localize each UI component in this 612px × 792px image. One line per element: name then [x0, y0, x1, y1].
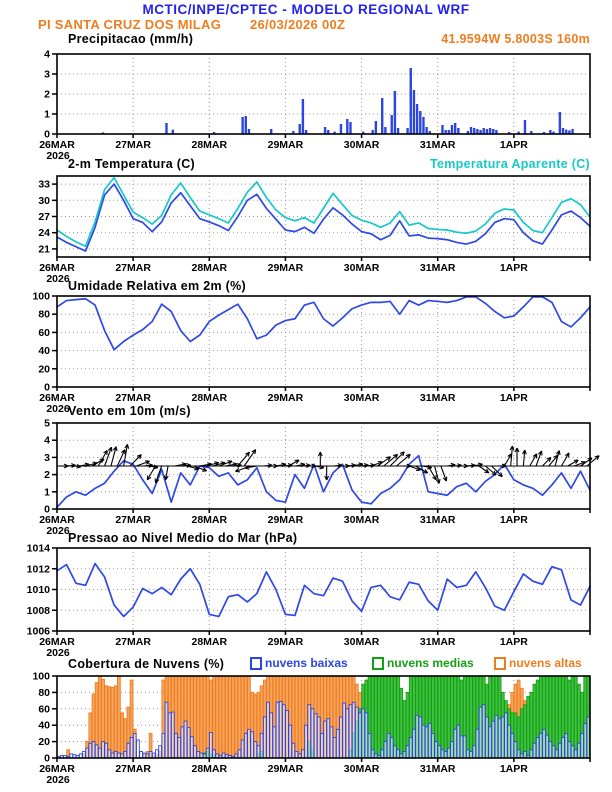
svg-text:28MAR: 28MAR	[191, 392, 228, 404]
svg-text:1010: 1010	[26, 584, 50, 596]
svg-text:28MAR: 28MAR	[191, 514, 228, 526]
svg-text:30MAR: 30MAR	[343, 139, 380, 151]
svg-text:27MAR: 27MAR	[115, 763, 151, 775]
svg-text:2026: 2026	[46, 774, 70, 786]
station-name: PI SANTA CRUZ DOS MILAG	[38, 17, 222, 32]
svg-text:28MAR: 28MAR	[191, 763, 228, 775]
svg-text:5: 5	[44, 417, 50, 430]
svg-text:0: 0	[44, 128, 50, 141]
svg-text:1012: 1012	[26, 563, 50, 576]
svg-text:1APR: 1APR	[499, 392, 528, 404]
svg-text:1014: 1014	[26, 542, 50, 555]
svg-text:4: 4	[44, 434, 50, 447]
svg-text:31MAR: 31MAR	[419, 139, 456, 151]
svg-text:27MAR: 27MAR	[115, 262, 151, 274]
legend-item-mid-clouds	[372, 656, 474, 670]
svg-text:40: 40	[38, 719, 50, 732]
legend-label-low-clouds: nuvens baixas	[265, 656, 348, 670]
svg-text:0: 0	[44, 503, 50, 516]
panel-title-precipitation: Precipitacao (mm/h)	[68, 32, 194, 46]
svg-text:31MAR: 31MAR	[419, 392, 456, 404]
svg-text:27MAR: 27MAR	[115, 636, 151, 648]
svg-text:1APR: 1APR	[499, 636, 528, 648]
page-title: MCTIC/INPE/CPTEC - MODELO REGIONAL WRF	[142, 2, 470, 17]
legend-label-mid-clouds: nuvens medias	[387, 656, 474, 670]
svg-text:31MAR: 31MAR	[419, 262, 456, 274]
svg-text:28MAR: 28MAR	[191, 636, 228, 648]
svg-text:20: 20	[38, 363, 50, 376]
svg-text:30MAR: 30MAR	[343, 514, 380, 526]
svg-text:1APR: 1APR	[499, 262, 528, 274]
svg-text:1006: 1006	[26, 625, 50, 638]
svg-text:29MAR: 29MAR	[267, 139, 304, 151]
svg-text:80: 80	[38, 308, 50, 321]
svg-text:26MAR: 26MAR	[39, 392, 75, 404]
svg-text:80: 80	[38, 686, 50, 699]
svg-text:29MAR: 29MAR	[267, 392, 304, 404]
svg-text:60: 60	[38, 703, 50, 716]
svg-text:33: 33	[38, 178, 50, 191]
svg-text:24: 24	[38, 227, 50, 240]
svg-text:28MAR: 28MAR	[191, 262, 228, 274]
svg-text:30MAR: 30MAR	[343, 392, 380, 404]
svg-text:30MAR: 30MAR	[343, 763, 380, 775]
svg-text:1: 1	[44, 108, 50, 121]
svg-text:100: 100	[32, 670, 50, 683]
svg-text:2026: 2026	[46, 273, 70, 285]
svg-text:26MAR: 26MAR	[39, 514, 75, 526]
svg-text:27MAR: 27MAR	[115, 514, 151, 526]
svg-text:27MAR: 27MAR	[115, 392, 151, 404]
svg-text:20: 20	[38, 736, 50, 749]
legend-swatch-mid-clouds	[372, 657, 384, 670]
apparent-temperature-label: Temperatura Aparente (C)	[429, 157, 590, 171]
panel-title-pressure: Pressao ao Nivel Medio do Mar (hPa)	[68, 531, 298, 545]
svg-text:29MAR: 29MAR	[267, 514, 304, 526]
svg-text:30: 30	[38, 194, 50, 207]
svg-text:29MAR: 29MAR	[267, 763, 304, 775]
svg-text:1APR: 1APR	[499, 139, 528, 151]
svg-text:1APR: 1APR	[499, 514, 528, 526]
svg-text:4: 4	[44, 48, 50, 61]
legend-item-low-clouds	[250, 656, 348, 670]
svg-text:29MAR: 29MAR	[267, 636, 304, 648]
panel-title-cloud-cover: Cobertura de Nuvens (%)	[68, 657, 225, 671]
svg-text:30MAR: 30MAR	[343, 636, 380, 648]
svg-text:31MAR: 31MAR	[419, 514, 456, 526]
location-label: 41.9594W 5.8003S 160m	[441, 32, 590, 46]
svg-text:1APR: 1APR	[499, 763, 528, 775]
svg-text:40: 40	[38, 345, 50, 358]
svg-text:29MAR: 29MAR	[267, 262, 304, 274]
svg-text:26MAR: 26MAR	[39, 636, 75, 648]
legend-swatch-low-clouds	[250, 657, 262, 670]
legend-swatch-high-clouds	[494, 657, 506, 670]
svg-text:26MAR: 26MAR	[39, 139, 75, 151]
svg-text:1: 1	[44, 486, 50, 499]
panel-title-humidity: Umidade Relativa em 2m (%)	[68, 279, 246, 293]
svg-text:31MAR: 31MAR	[419, 763, 456, 775]
panel-title-temperature: 2-m Temperatura (C)	[68, 157, 196, 171]
svg-text:2026: 2026	[46, 647, 70, 659]
svg-text:60: 60	[38, 326, 50, 339]
svg-text:1008: 1008	[26, 604, 50, 617]
svg-text:27: 27	[38, 211, 50, 223]
svg-text:2: 2	[44, 88, 50, 101]
svg-text:100: 100	[32, 290, 50, 303]
svg-text:30MAR: 30MAR	[343, 262, 380, 274]
svg-text:26MAR: 26MAR	[39, 262, 75, 274]
svg-text:2: 2	[44, 469, 50, 482]
svg-text:0: 0	[44, 381, 50, 394]
svg-text:31MAR: 31MAR	[419, 636, 456, 648]
svg-text:27MAR: 27MAR	[115, 139, 151, 151]
svg-text:3: 3	[44, 68, 50, 81]
legend-label-high-clouds: nuvens altas	[509, 656, 582, 670]
svg-text:0: 0	[44, 752, 50, 765]
svg-text:28MAR: 28MAR	[191, 139, 228, 151]
run-datetime: 26/03/2026 00Z	[250, 17, 346, 32]
svg-text:26MAR: 26MAR	[39, 763, 75, 775]
panel-title-wind: Vento em 10m (m/s)	[68, 404, 191, 418]
svg-text:2026: 2026	[46, 525, 70, 537]
svg-text:2026: 2026	[46, 403, 70, 415]
svg-text:3: 3	[44, 451, 50, 464]
legend-item-high-clouds	[494, 656, 582, 670]
svg-text:21: 21	[38, 243, 50, 256]
svg-text:2026: 2026	[46, 150, 70, 162]
